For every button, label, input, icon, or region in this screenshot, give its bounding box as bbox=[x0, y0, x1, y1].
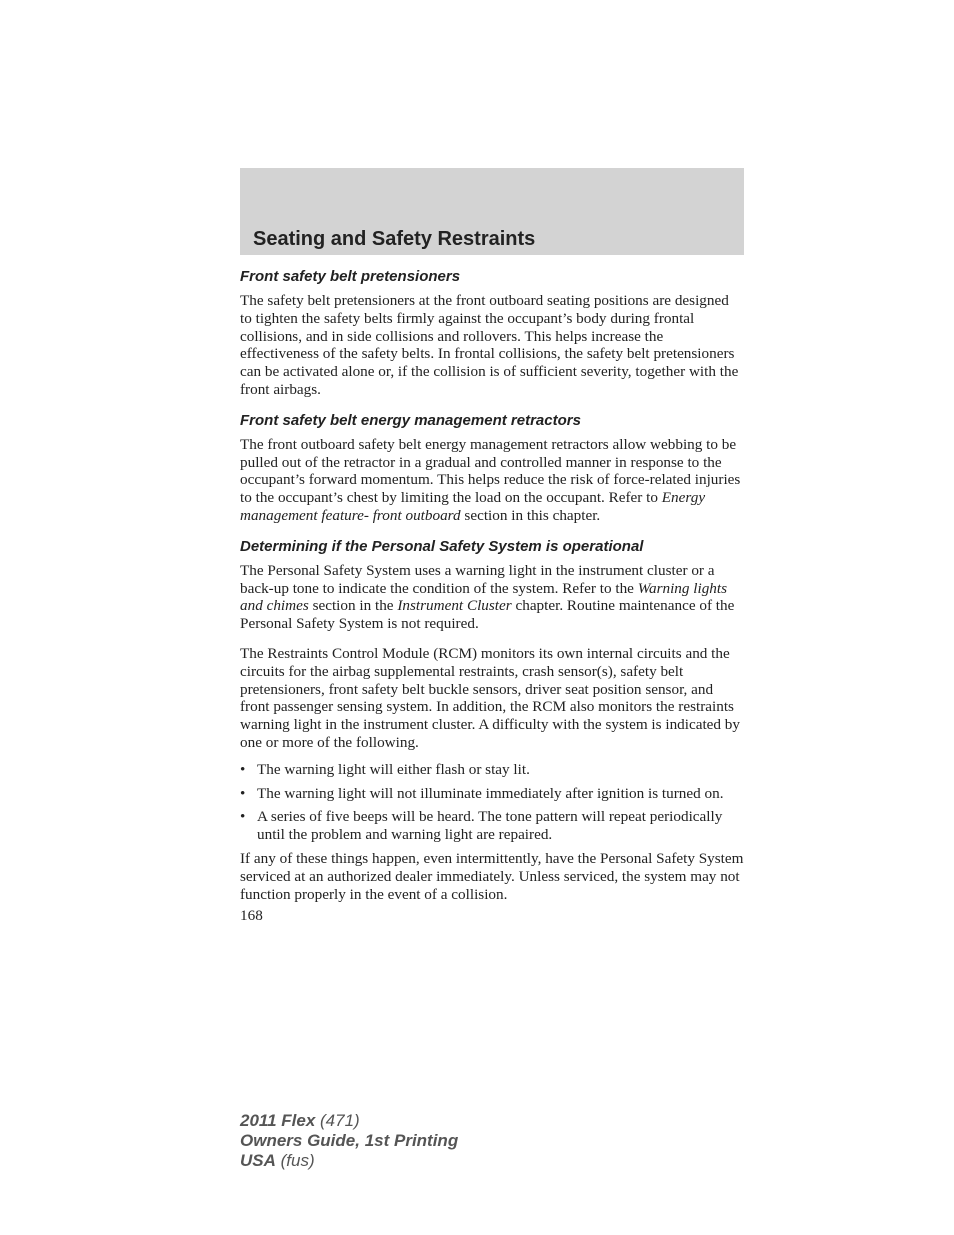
paragraph-service-advice: If any of these things happen, even intermittently, have the Personal Safety System serviced at an authorized dealer immediately. Unless serviced, the system may not function properly in the event of a collision. bbox=[240, 849, 744, 903]
list-item bbox=[240, 785, 744, 803]
text-run: The Personal Safety System uses a warning light in the instrument cluster or a back-up tone to indicate the condition of the system. Refer to the bbox=[240, 561, 715, 597]
list-item-text: A series of five beeps will be heard. The tone pattern will repeat periodically until the problem and warning light are repaired. bbox=[257, 808, 723, 844]
print-footer bbox=[240, 1111, 458, 1171]
paragraph-pretensioners: The safety belt pretensioners at the front outboard seating positions are designed to tighten the safety belts firmly against the occupant’s body during frontal collisions, and in side collisions and rollovers. This helps increase the effectiveness of the safety belts. In frontal collisions, the safety belt pretensioners can be activated alone or, if the collision is of sufficient severity, together with the front airbags. bbox=[240, 292, 739, 398]
footer-market: USA bbox=[240, 1151, 276, 1170]
text-run: section in the bbox=[308, 597, 398, 615]
page-content bbox=[240, 267, 744, 925]
heading-pss-operational: Determining if the Personal Safety System is operational bbox=[240, 537, 644, 555]
text-run: chapter. Routine maintenance of the Personal Safety System is not required. bbox=[240, 597, 735, 633]
text-run: The front outboard safety belt energy management retractors allow webbing to be pulled out of the retractor in a gradual and controlled manner in response to the occupant’s forward momentum. This helps reduce the risk of force-related injuries to the occupant’s chest by limiting the load on the occupant. Refer to bbox=[240, 435, 741, 507]
list-item bbox=[240, 808, 744, 844]
list-item-text: The warning light will either flash or stay lit. bbox=[257, 760, 530, 778]
footer-model: 2011 Flex bbox=[240, 1111, 316, 1130]
page-number: 168 bbox=[240, 907, 263, 925]
cross-reference-warning-lights: Warning lights and chimes bbox=[240, 579, 728, 615]
paragraph-pss-warning bbox=[240, 562, 744, 633]
paragraph-energy-retractors bbox=[240, 436, 744, 525]
section-header-band bbox=[240, 168, 744, 255]
bullet-icon: • bbox=[240, 760, 246, 778]
footer-model-line bbox=[240, 1111, 458, 1131]
symptom-list bbox=[240, 761, 744, 844]
footer-market-line bbox=[240, 1151, 458, 1171]
footer-model-code: (471) bbox=[315, 1111, 360, 1130]
footer-printing-line: Owners Guide, 1st Printing bbox=[240, 1131, 459, 1150]
paragraph-rcm: The Restraints Control Module (RCM) monitors its own internal circuits and the circuits for the airbag supplemental restraints, crash sensor(s), safety belt pretensioners, front safety belt buckle sensors, driver seat position sensor, and front passenger sensing system. In addition, the RCM also monitors the restraints warning light in the instrument cluster. A difficulty with the system is indicated by one or more of the following. bbox=[240, 644, 740, 751]
footer-market-code: (fus) bbox=[275, 1151, 315, 1170]
cross-reference-instrument-cluster: Instrument Cluster bbox=[397, 597, 512, 615]
section-title: Seating and Safety Restraints bbox=[253, 228, 536, 250]
bullet-icon: • bbox=[240, 808, 246, 826]
heading-pretensioners: Front safety belt pretensioners bbox=[240, 268, 461, 285]
cross-reference-energy-management: Energy management feature- front outboard bbox=[240, 489, 706, 524]
list-item-text: The warning light will not illuminate immediately after ignition is turned on. bbox=[257, 784, 724, 802]
text-run: section in this chapter. bbox=[460, 506, 601, 524]
list-item bbox=[240, 761, 744, 779]
heading-energy-retractors: Front safety belt energy management retractors bbox=[240, 411, 581, 429]
bullet-icon: • bbox=[240, 784, 246, 802]
